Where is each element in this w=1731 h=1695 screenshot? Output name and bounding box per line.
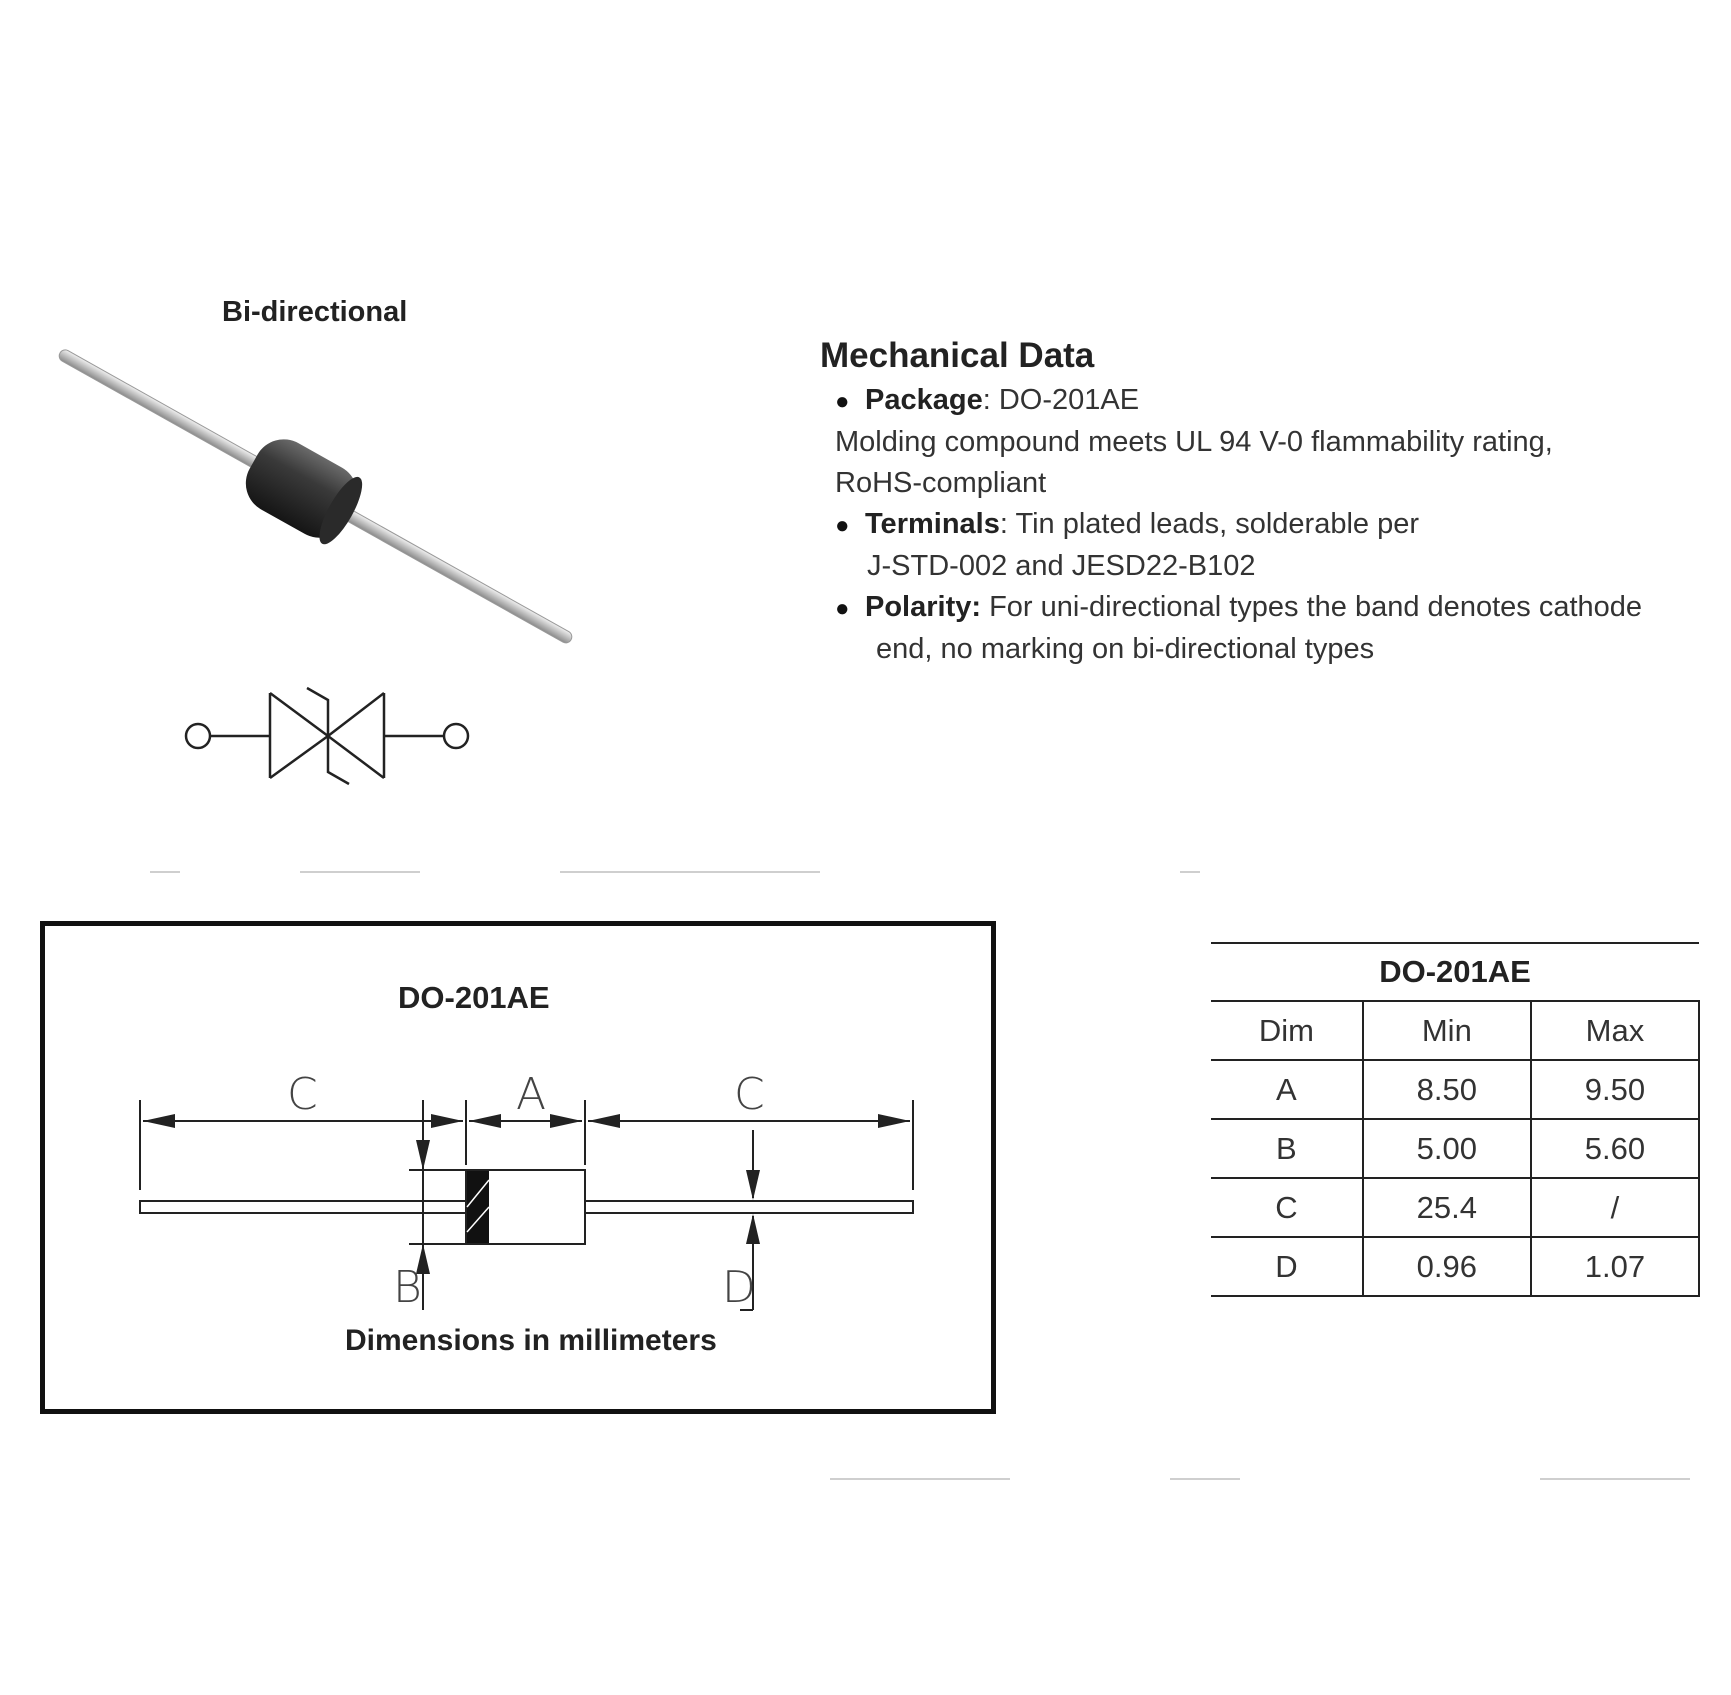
bi-directional-title: Bi-directional <box>222 296 408 328</box>
dim-label-d: D <box>722 1262 756 1313</box>
package-line-3: RoHS-compliant <box>835 467 1047 499</box>
dim-label-c-left: C <box>287 1069 318 1120</box>
cell-max: 1.07 <box>1531 1237 1699 1296</box>
cell-dim: D <box>1211 1237 1363 1296</box>
polarity-value: For uni-directional types the band denotes cathode <box>981 591 1643 623</box>
table-row <box>1211 1178 1699 1237</box>
cell-max: 5.60 <box>1531 1119 1699 1178</box>
table-row <box>1211 1119 1699 1178</box>
cell-max: / <box>1531 1178 1699 1237</box>
dim-label-c-right: C <box>734 1069 765 1120</box>
bullet-icon: ● <box>835 595 850 622</box>
header-dim: Dim <box>1211 1001 1363 1060</box>
dim-label-b: B <box>393 1262 422 1313</box>
cathode-band <box>467 1171 489 1243</box>
bullet-icon: ● <box>835 512 850 539</box>
table-header-row <box>1211 1001 1699 1060</box>
header-min: Min <box>1363 1001 1531 1060</box>
outline-title: DO-201AE <box>398 980 550 1015</box>
cell-min: 25.4 <box>1363 1178 1531 1237</box>
terminals-label: Terminals <box>865 508 1000 540</box>
table-title: DO-201AE <box>1211 943 1699 1001</box>
cell-min: 5.00 <box>1363 1119 1531 1178</box>
header-max: Max <box>1531 1001 1699 1060</box>
terminals-line-2: J-STD-002 and JESD22-B102 <box>867 550 1256 582</box>
dim-label-a: A <box>516 1069 547 1120</box>
polarity-line-2: end, no marking on bi-directional types <box>876 633 1375 665</box>
table-row <box>1211 1060 1699 1119</box>
mechanical-data-title: Mechanical Data <box>820 336 1095 375</box>
cell-dim: A <box>1211 1060 1363 1119</box>
cell-dim: B <box>1211 1119 1363 1178</box>
dimensions-note: Dimensions in millimeters <box>345 1324 717 1357</box>
package-label: Package <box>865 384 983 416</box>
table-row <box>1211 1237 1699 1296</box>
polarity-label: Polarity: <box>865 591 982 623</box>
terminals-value: : Tin plated leads, solderable per <box>999 508 1420 540</box>
package-line-2: Molding compound meets UL 94 V-0 flammability rating, <box>835 426 1553 458</box>
cell-min: 8.50 <box>1363 1060 1531 1119</box>
cell-max: 9.50 <box>1531 1060 1699 1119</box>
cell-min: 0.96 <box>1363 1237 1531 1296</box>
cell-dim: C <box>1211 1178 1363 1237</box>
dimension-table <box>1211 942 1700 1297</box>
bullet-icon: ● <box>835 388 850 415</box>
package-value: : DO-201AE <box>982 384 1140 416</box>
